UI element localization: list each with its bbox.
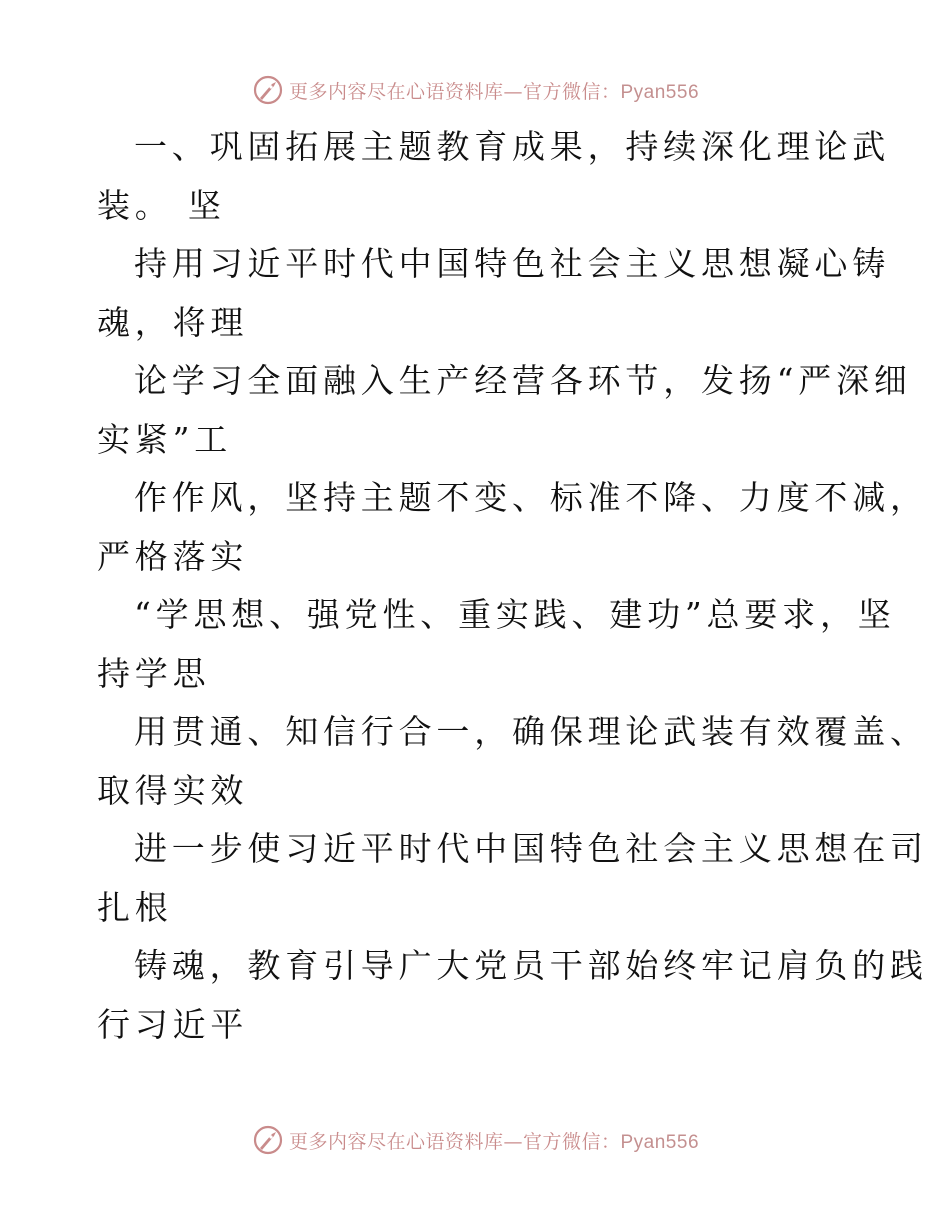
body-line: 扎根 <box>97 887 173 927</box>
watermark-dash: — <box>503 80 523 103</box>
header-watermark <box>0 70 950 110</box>
watermark-wechat-label: 官方微信： <box>522 80 621 103</box>
watermark-wechat-label: 官方微信： <box>522 1130 621 1153</box>
body-line: 装。 坚 <box>97 185 226 225</box>
body-line: 持学思 <box>97 653 211 693</box>
body-line: 用贯通、知信行合一，确保理论武装有效覆盖、 <box>134 712 928 751</box>
pen-nib-logo-icon <box>251 73 285 107</box>
body-line: 论学习全面融入生产经营各环节，发扬“严深细 <box>134 361 912 400</box>
body-line: 行习近平 <box>97 1004 249 1044</box>
watermark-brand: 更多内容尽在心语资料库 <box>288 1130 504 1153</box>
body-line: 作作风，坚持主题不变、标准不降、力度不减， <box>134 478 928 517</box>
watermark-wechat-id: Pyan556 <box>620 1131 700 1153</box>
body-line: “学思想、强党性、重实践、建功”总要求，坚 <box>134 595 896 634</box>
body-line: 魂，将理 <box>97 302 249 342</box>
body-line: 持用习近平时代中国特色社会主义思想凝心铸 <box>134 244 890 283</box>
body-line: 进一步使习近平时代中国特色社会主义思想在司 <box>134 829 928 868</box>
watermark-dash: — <box>503 1130 523 1153</box>
body-line: 一、巩固拓展主题教育成果，持续深化理论武 <box>134 127 890 166</box>
body-line: 严格落实 <box>97 536 249 576</box>
body-line: 铸魂，教育引导广大党员干部始终牢记肩负的践 <box>134 946 928 985</box>
body-line: 实紧”工 <box>97 419 233 459</box>
watermark-text <box>289 1127 699 1154</box>
document-body <box>97 118 928 1054</box>
watermark-brand: 更多内容尽在心语资料库 <box>288 80 504 103</box>
body-line: 取得实效 <box>97 770 249 810</box>
footer-watermark <box>0 1120 950 1160</box>
watermark-text <box>289 77 699 104</box>
watermark-wechat-id: Pyan556 <box>620 81 700 103</box>
pen-nib-logo-icon <box>251 1123 285 1157</box>
